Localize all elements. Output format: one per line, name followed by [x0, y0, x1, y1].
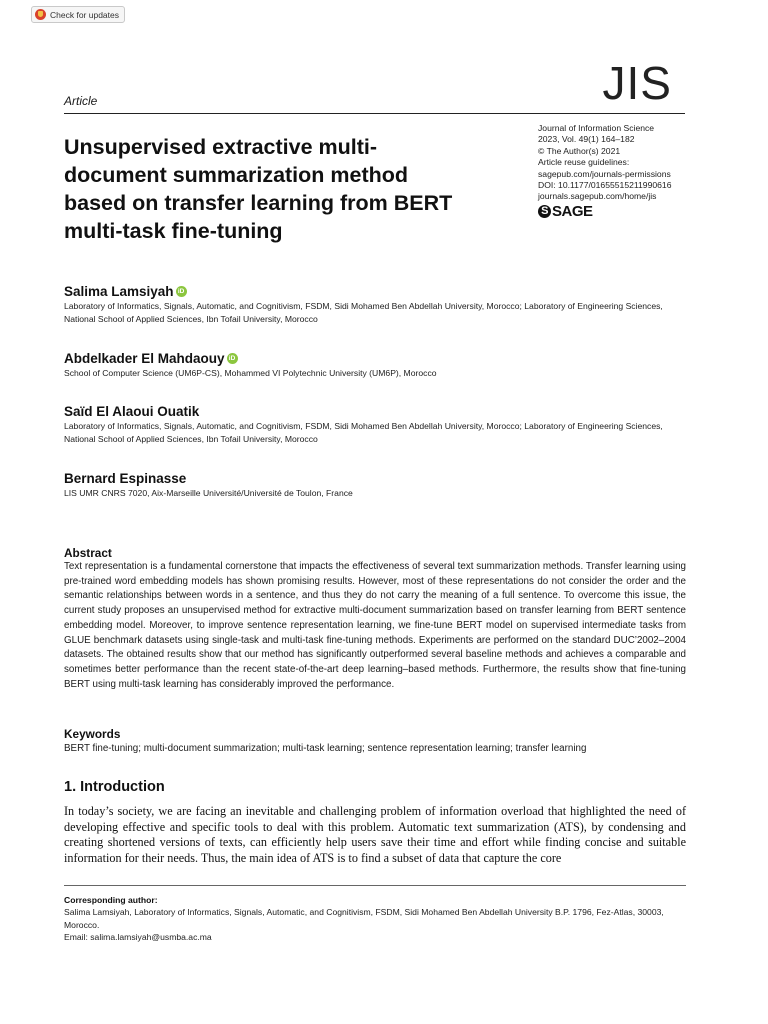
introduction-heading: 1. Introduction [64, 779, 165, 795]
author-block [64, 283, 684, 327]
corresponding-author-label: Corresponding author: [64, 895, 158, 905]
author-block [64, 350, 684, 380]
author-affiliation: LIS UMR CNRS 7020, Aix-Marseille Université/Université de Toulon, France [64, 488, 353, 498]
publisher-name: SAGE [552, 202, 593, 220]
check-for-updates-button[interactable] [31, 6, 125, 23]
sage-s-icon: S [538, 205, 551, 218]
author-name: Bernard Espinasse [64, 470, 187, 486]
journal-name: Journal of Information Science [538, 123, 655, 133]
author-affiliation: Laboratory of Informatics, Signals, Automatic, and Cognitivism, FSDM, Sidi Mohamed Ben Abdellah University, Morocco; Laboratory of Engineering Sciences, National School of Applied Sciences, Ibn Tofail University, Morocco [64, 301, 663, 325]
corresponding-author-address: Salima Lamsiyah, Laboratory of Informatics, Signals, Automatic, and Cognitivism, FSDM, Sidi Mohamed Ben Abdellah University B.P. 1796, Fez-Atlas, 30003, Morocco. [64, 907, 664, 930]
reuse-link[interactable]: sagepub.com/journals-permissions [538, 168, 671, 179]
introduction-text: In today’s society, we are facing an inevitable and challenging problem of information overload that highlighted the need of developing effective and specific tools to deal with this problem. Automatic text summarization (ATS), by condensing and creating shortened versions of texts, can efficiently help users save their time and effort while finding concise and suitable information for their needs. Thus, the main idea of ATS is to find a subset of data that capture the core [64, 804, 686, 865]
author-name: Salima Lamsiyah [64, 283, 174, 299]
author-affiliation: Laboratory of Informatics, Signals, Automatic, and Cognitivism, FSDM, Sidi Mohamed Ben Abdellah University, Morocco; Laboratory of Engineering Sciences, National School of Applied Sciences, Ibn Tofail University, Morocco [64, 421, 663, 445]
orcid-icon[interactable]: iD [227, 353, 238, 364]
article-type: Article [64, 94, 98, 108]
author-block [64, 470, 684, 500]
abstract-text: Text representation is a fundamental cornerstone that impacts the effectiveness of several text summarization methods. Transfer learning using pre-trained word embedding models has shown promising results. However, most of these representations do not consider the order and the semantic relationships between words in a sentence, and thus they do not carry the meaning of a full sentence. To overcome this issue, the current study proposes an unsupervised method for extractive multi-document summarization based on transfer learning from BERT sentence embedding model. Moreover, to improve sentence representation learning, we fine-tune BERT model on supervised intermediate tasks from GLUE benchmark datasets using single-task and multi-task fine-tuning methods. Experiments are performed on the standard DUC’2002–2004 datasets. The obtained results show that our method has significantly outperformed several baseline methods and achieves a comparable and sometimes better performance than the recent state-of-the-art deep learning–based methods. Furthermore, the results show that fine-tuning BERT using multi-task learning has considerably improved the performance. [64, 561, 686, 690]
check-for-updates-label: Check for updates [50, 9, 119, 20]
volume-info: 2023, Vol. 49(1) 164–182 [538, 134, 635, 145]
copyright: © The Author(s) 2021 [538, 145, 621, 156]
paper-title: Unsupervised extractive multi-document summarization method based on transfer learning from BERT multi-task fine-tuning [64, 135, 453, 243]
footnote-divider [64, 885, 686, 886]
journal-logo: JIS [602, 57, 672, 109]
publisher-logo [538, 202, 738, 220]
orcid-icon[interactable]: iD [176, 286, 187, 297]
keywords-heading: Keywords [64, 727, 121, 741]
header-divider [64, 113, 685, 114]
author-block [64, 403, 684, 447]
author-name: Saïd El Alaoui Ouatik [64, 403, 200, 419]
update-badge-icon [35, 9, 46, 20]
author-affiliation: School of Computer Science (UM6P-CS), Mohammed VI Polytechnic University (UM6P), Morocco [64, 368, 437, 378]
reuse-label: Article reuse guidelines: [538, 157, 630, 168]
author-name: Abdelkader El Mahdaouy [64, 350, 225, 366]
abstract-heading: Abstract [64, 546, 112, 560]
doi[interactable]: DOI: 10.1177/01655515211990616 [538, 180, 672, 191]
corresponding-author-email[interactable]: Email: salima.lamsiyah@usmba.ac.ma [64, 932, 212, 943]
keywords-text: BERT fine-tuning; multi-document summarization; multi-task learning; sentence representation learning; transfer learning [64, 743, 587, 754]
publication-meta [538, 123, 738, 218]
corresponding-author-note [64, 894, 686, 944]
journal-link[interactable]: journals.sagepub.com/home/jis [538, 191, 657, 202]
